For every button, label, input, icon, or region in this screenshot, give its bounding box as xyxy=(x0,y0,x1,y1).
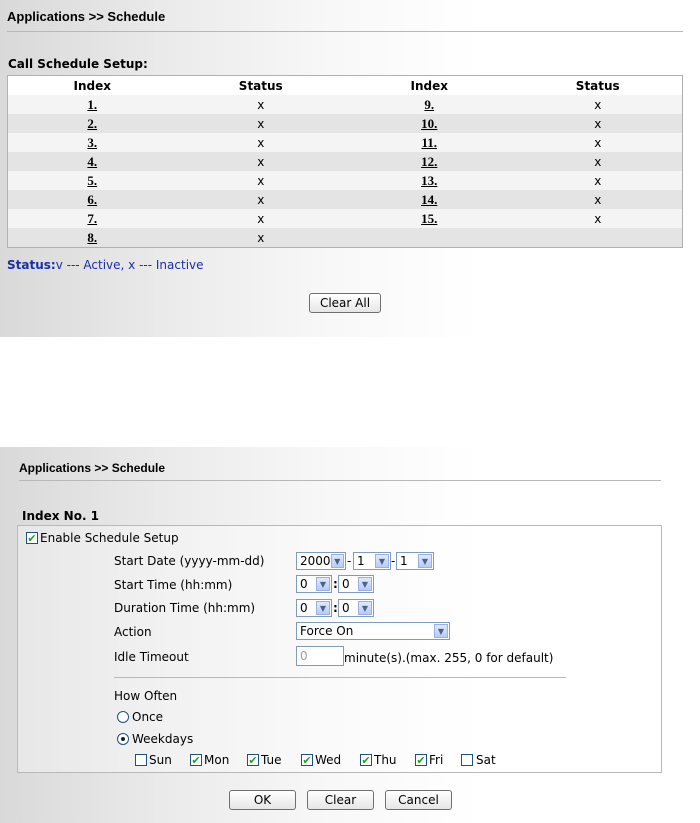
duration-minute-select[interactable] xyxy=(338,599,374,617)
idle-timeout-hint: minute(s).(max. 255, 0 for default) xyxy=(344,651,554,665)
date-separator: - xyxy=(391,554,396,568)
table-header-row xyxy=(8,76,682,95)
status-cell: x xyxy=(514,133,683,152)
idle-timeout-input[interactable]: 0 xyxy=(296,646,344,666)
start-hour-select[interactable] xyxy=(296,575,332,593)
index-link-10[interactable]: 10. xyxy=(421,115,438,131)
legend-text: v --- Active, x --- Inactive xyxy=(55,258,204,272)
header-divider xyxy=(19,480,661,481)
index-link-11[interactable]: 11. xyxy=(421,134,438,150)
status-cell: x xyxy=(177,95,346,114)
index-link-9[interactable]: 9. xyxy=(424,96,435,112)
status-cell: x xyxy=(514,190,683,209)
enable-schedule-label: Enable Schedule Setup xyxy=(40,531,179,545)
index-link-12[interactable]: 12. xyxy=(421,153,438,169)
chevron-down-icon: ▼ xyxy=(331,554,344,568)
clear-all-button[interactable]: Clear All xyxy=(309,293,381,313)
status-cell: x xyxy=(514,95,683,114)
index-link-13[interactable]: 13. xyxy=(421,172,438,188)
start-date-label: Start Date (yyyy-mm-dd) xyxy=(114,554,265,568)
index-link-3[interactable]: 3. xyxy=(87,134,98,150)
action-value: Force On xyxy=(300,624,354,638)
start-year-select[interactable] xyxy=(296,552,346,570)
chevron-down-icon: ▼ xyxy=(316,577,330,591)
start-month-select[interactable] xyxy=(353,552,391,570)
start-minute-value: 0 xyxy=(342,577,350,591)
status-cell: x xyxy=(177,228,346,247)
start-day-select[interactable] xyxy=(396,552,434,570)
status-cell: x xyxy=(177,152,346,171)
table-row xyxy=(8,190,682,209)
radio-selected-dot xyxy=(121,737,125,741)
chevron-down-icon: ▼ xyxy=(358,577,372,591)
clear-button[interactable]: Clear xyxy=(307,790,374,810)
duration-hour-value: 0 xyxy=(300,601,308,615)
status-cell: x xyxy=(177,209,346,228)
thu-checkbox[interactable]: ✔ xyxy=(361,753,371,767)
action-label: Action xyxy=(114,625,152,639)
start-time-label: Start Time (hh:mm) xyxy=(114,578,233,592)
empty-cell xyxy=(345,228,514,247)
header-index-left: Index xyxy=(73,78,111,93)
status-cell: x xyxy=(514,114,683,133)
start-month-value: 1 xyxy=(357,554,365,568)
breadcrumb: Applications >> Schedule xyxy=(7,9,166,24)
table-row xyxy=(8,228,682,247)
fri-checkbox[interactable]: ✔ xyxy=(416,753,426,767)
tue-checkbox[interactable]: ✔ xyxy=(248,753,258,767)
once-label: Once xyxy=(132,710,164,724)
status-cell: x xyxy=(177,133,346,152)
status-cell: x xyxy=(177,190,346,209)
enable-schedule-checkbox[interactable]: ✔ xyxy=(27,531,37,545)
thu-label: Thu xyxy=(374,753,397,767)
status-cell: x xyxy=(177,114,346,133)
chevron-down-icon: ▼ xyxy=(375,554,389,568)
once-radio[interactable] xyxy=(117,711,129,723)
wed-label: Wed xyxy=(315,753,342,767)
index-title: Index No. 1 xyxy=(22,509,100,523)
table-row xyxy=(8,171,682,190)
status-cell: x xyxy=(514,209,683,228)
date-separator: - xyxy=(347,554,352,568)
index-link-6[interactable]: 6. xyxy=(87,191,98,207)
tue-label: Tue xyxy=(261,753,282,767)
table-row xyxy=(8,95,682,114)
duration-minute-value: 0 xyxy=(342,601,350,615)
status-cell: x xyxy=(177,171,346,190)
chevron-down-icon: ▼ xyxy=(418,554,432,568)
action-select[interactable] xyxy=(296,622,450,640)
wed-checkbox[interactable]: ✔ xyxy=(302,753,312,767)
duration-hour-select[interactable] xyxy=(296,599,332,617)
sat-label: Sat xyxy=(476,753,496,767)
index-link-1[interactable]: 1. xyxy=(87,96,98,112)
cancel-button[interactable]: Cancel xyxy=(385,790,452,810)
index-link-2[interactable]: 2. xyxy=(87,115,98,131)
status-cell: x xyxy=(514,152,683,171)
index-link-15[interactable]: 15. xyxy=(421,210,438,226)
header-status-right: Status xyxy=(575,78,620,93)
start-minute-select[interactable] xyxy=(338,575,374,593)
legend-label: Status: xyxy=(7,258,56,272)
weekdays-label: Weekdays xyxy=(132,732,194,746)
index-link-8[interactable]: 8. xyxy=(87,229,98,245)
time-separator: : xyxy=(333,577,338,591)
start-day-value: 1 xyxy=(400,554,408,568)
idle-timeout-label: Idle Timeout xyxy=(114,650,189,664)
chevron-down-icon: ▼ xyxy=(358,601,372,615)
index-link-7[interactable]: 7. xyxy=(87,210,98,226)
sat-checkbox[interactable] xyxy=(461,754,473,766)
schedule-table xyxy=(7,75,683,248)
index-link-4[interactable]: 4. xyxy=(87,153,98,169)
status-legend xyxy=(7,258,204,272)
table-row xyxy=(8,114,682,133)
chevron-down-icon: ▼ xyxy=(434,624,448,638)
time-separator: : xyxy=(333,601,338,615)
breadcrumb: Applications >> Schedule xyxy=(19,461,166,475)
header-divider xyxy=(7,31,683,32)
header-status-left: Status xyxy=(238,78,283,93)
table-row xyxy=(8,209,682,228)
index-link-5[interactable]: 5. xyxy=(87,172,98,188)
sun-label: Sun xyxy=(149,753,172,767)
mon-checkbox[interactable]: ✔ xyxy=(191,753,201,767)
duration-time-label: Duration Time (hh:mm) xyxy=(114,601,256,615)
chevron-down-icon: ▼ xyxy=(316,601,330,615)
empty-cell xyxy=(514,228,683,247)
ok-button[interactable]: OK xyxy=(229,790,296,810)
how-often-label: How Often xyxy=(114,689,178,703)
weekdays-radio[interactable] xyxy=(117,733,129,745)
section-title: Call Schedule Setup: xyxy=(8,57,148,71)
mon-label: Mon xyxy=(204,753,230,767)
table-row xyxy=(8,152,682,171)
header-index-right: Index xyxy=(410,78,448,93)
call-schedule-list-panel xyxy=(0,0,700,337)
start-hour-value: 0 xyxy=(300,577,308,591)
sun-checkbox[interactable] xyxy=(135,754,147,766)
start-year-value: 2000 xyxy=(300,554,331,568)
form-divider xyxy=(114,677,566,678)
fri-label: Fri xyxy=(429,753,444,767)
table-row xyxy=(8,133,682,152)
status-cell: x xyxy=(514,171,683,190)
index-link-14[interactable]: 14. xyxy=(421,191,438,207)
